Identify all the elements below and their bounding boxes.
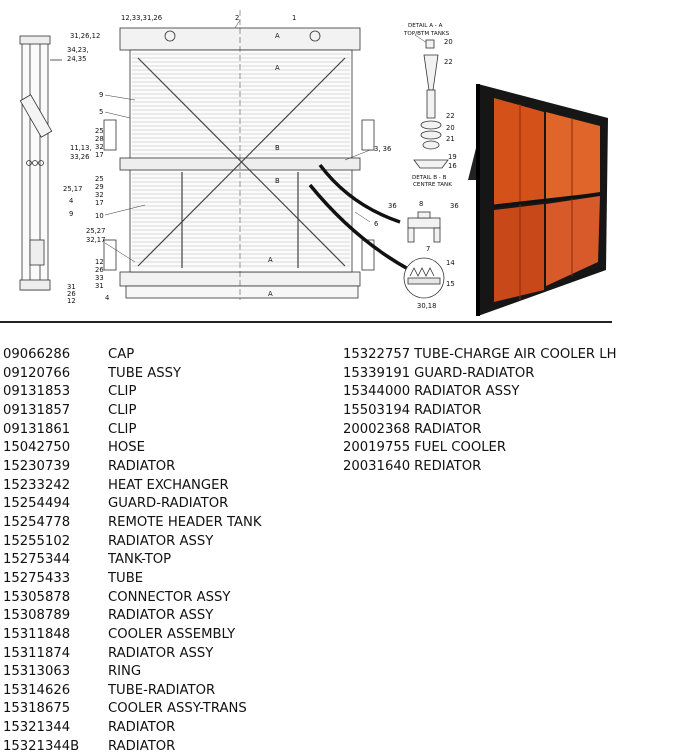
callout-core-left-6: 25 (95, 175, 104, 183)
part-row (3, 738, 333, 756)
callout-detail-a-8: 16 (448, 162, 457, 170)
bracket-detail (408, 212, 440, 242)
section-marker-1: A (275, 64, 280, 72)
callout-left-side-4: 9 (69, 210, 74, 218)
callout-core-left-7: 29 (95, 183, 104, 191)
part-description: TUBE-CHARGE AIR COOLER LH (414, 347, 617, 362)
callout-side-top-2: 24,35 (67, 55, 87, 63)
part-description: RADIATOR (108, 720, 176, 736)
part-number: 15503194 (343, 402, 411, 418)
part-number: 20019755 (343, 440, 411, 456)
part-description: RING (108, 664, 142, 680)
callout-side-bottom-2: 12 (67, 297, 76, 305)
part-number: 15275344 (3, 552, 71, 568)
part-row (3, 346, 333, 365)
part-row (343, 346, 643, 365)
callout-main-top-1: 2 (235, 14, 240, 22)
part-number: 15322757 (343, 347, 411, 362)
part-number: 15254494 (3, 496, 71, 512)
part-description: RADIATOR ASSY (108, 645, 214, 661)
callout-core-left-3: 28 (95, 135, 104, 143)
part-row (3, 421, 333, 440)
part-row (3, 439, 333, 458)
callout-bracket-2: 36 (450, 202, 459, 210)
detail-a-cap-assembly (414, 40, 448, 168)
part-description: TANK-TOP (108, 552, 172, 568)
part-description: COOLER ASSY-TRANS (108, 701, 247, 717)
section-marker-0: A (275, 32, 280, 40)
part-row (3, 402, 333, 421)
section-divider (0, 321, 612, 323)
part-row (343, 402, 643, 421)
part-description: RADIATOR (414, 402, 482, 418)
callout-core-left-1: 5 (99, 108, 104, 116)
part-description: CLIP (108, 384, 137, 400)
callout-left-side-3: 4 (69, 197, 74, 205)
part-description: GUARD-RADIATOR (108, 496, 229, 512)
part-number: 15230739 (3, 458, 71, 474)
callout-core-left-10: 10 (95, 212, 104, 220)
part-row (3, 383, 333, 402)
callout-core-left-11: 25,27 (86, 227, 106, 235)
part-row (343, 458, 643, 477)
part-number: 15254778 (3, 514, 71, 530)
parts-list-right (343, 346, 643, 477)
part-row (3, 365, 333, 384)
part-row (3, 645, 333, 664)
part-row (3, 626, 333, 645)
part-number: 15042750 (3, 440, 71, 456)
callout-core-left-17: 4 (105, 294, 110, 302)
callout-core-left-4: 32 (95, 143, 104, 151)
part-number: 15321344B (3, 738, 80, 754)
part-number: 20031640 (343, 458, 411, 474)
section-marker-3: B (275, 177, 280, 185)
callout-core-left-14: 26 (95, 266, 104, 274)
callout-detail-a-5: 20 (446, 124, 455, 132)
section-marker-5: A (268, 290, 273, 298)
callout-core-right-0: 3, 36 (374, 145, 392, 153)
part-row (3, 700, 333, 719)
callout-main-top-0: 12,33,31,26 (121, 14, 163, 22)
part-description: TUBE ASSY (108, 365, 182, 381)
part-number: 15339191 (343, 365, 411, 381)
callout-core-left-0: 9 (99, 91, 104, 99)
callout-circle-0: 14 (446, 259, 455, 267)
callout-bracket-1: 8 (419, 200, 424, 208)
callout-bracket-3: 7 (426, 245, 431, 253)
part-description: CLIP (108, 402, 137, 418)
part-row (343, 365, 643, 384)
callout-side-bottom-1: 26 (67, 290, 76, 298)
part-row (3, 570, 333, 589)
part-row (3, 477, 333, 496)
callout-side-top-0: 31,26,12 (70, 32, 101, 40)
callout-circle-1: 15 (446, 280, 455, 288)
part-number: 15311874 (3, 645, 71, 661)
callout-detail-a-7: 19 (448, 153, 457, 161)
part-number: 15233242 (3, 477, 71, 493)
callout-left-side-1: 33,26 (70, 153, 90, 161)
part-row (3, 458, 333, 477)
callout-core-left-5: 17 (95, 151, 104, 159)
part-description: RADIATOR ASSY (108, 608, 214, 624)
part-description: HOSE (108, 440, 145, 456)
part-number: 15318675 (3, 701, 71, 717)
part-description: RADIATOR (414, 421, 482, 437)
callout-bracket-0: 36 (388, 202, 397, 210)
part-description: CONNECTOR ASSY (108, 589, 231, 605)
part-row (3, 719, 333, 738)
part-description: FUEL COOLER (414, 440, 507, 456)
callout-core-left-12: 32,17 (86, 236, 106, 244)
radiator-photo (468, 84, 608, 316)
part-description: REDIATOR (414, 458, 482, 474)
part-description: CLIP (108, 421, 137, 437)
part-description: RADIATOR ASSY (108, 533, 214, 549)
part-number: 15305878 (3, 589, 71, 605)
part-number: 15321344 (3, 720, 71, 736)
callout-core-right-1: 6 (374, 220, 379, 228)
callout-core-left-9: 17 (95, 199, 104, 207)
callout-left-side-2: 25,17 (63, 185, 83, 193)
callout-detail-a-3: 22 (444, 58, 453, 66)
part-number: 15255102 (3, 533, 71, 549)
part-row (3, 607, 333, 626)
callout-side-top-1: 34,23, (67, 46, 89, 54)
callout-main-top-2: 1 (292, 14, 297, 22)
part-description: RADIATOR (108, 738, 176, 754)
part-row (343, 383, 643, 402)
part-description: HEAT EXCHANGER (108, 477, 229, 493)
part-row (3, 514, 333, 533)
part-row (3, 551, 333, 570)
detail-a-subtitle: TOP/BTM TANKS (404, 31, 450, 37)
parts-list-left (3, 346, 333, 756)
part-number: 09131857 (3, 402, 71, 418)
part-number: 09120766 (3, 365, 71, 381)
part-number: 15344000 (343, 384, 411, 400)
part-row (3, 663, 333, 682)
part-description: TUBE-RADIATOR (108, 682, 216, 698)
part-description: COOLER ASSEMBLY (108, 626, 236, 642)
side-profile-view (20, 36, 62, 290)
part-number: 15275433 (3, 570, 71, 586)
part-row (343, 421, 643, 440)
radiator-exploded-drawing (0, 0, 700, 322)
detail-a-title: DETAIL A - A (408, 23, 443, 29)
part-description: RADIATOR ASSY (414, 384, 520, 400)
part-number: 09066286 (3, 347, 71, 362)
callout-core-left-13: 12 (95, 258, 104, 266)
part-number: 15308789 (3, 608, 71, 624)
part-number: 09131853 (3, 384, 71, 400)
part-number: 15313063 (3, 664, 71, 680)
callout-detail-a-6: 21 (446, 135, 455, 143)
circle-detail (404, 258, 444, 298)
callout-detail-a-4: 22 (446, 112, 455, 120)
part-description: TUBE (108, 570, 144, 586)
part-description: RADIATOR (108, 458, 176, 474)
part-description: GUARD-RADIATOR (414, 365, 535, 381)
callout-circle-2: 30,18 (417, 302, 437, 310)
section-marker-4: A (268, 256, 273, 264)
callout-core-left-8: 32 (95, 191, 104, 199)
part-row (3, 533, 333, 552)
callout-core-left-15: 33 (95, 274, 104, 282)
callout-left-side-0: 11,13, (70, 144, 92, 152)
part-row (3, 682, 333, 701)
part-row (3, 495, 333, 514)
part-number: 15311848 (3, 626, 71, 642)
part-number: 15314626 (3, 682, 71, 698)
part-description: CAP (108, 347, 135, 362)
callout-core-left-2: 25 (95, 127, 104, 135)
callout-side-bottom-0: 31 (67, 283, 76, 291)
radiator-front-view (104, 10, 374, 300)
part-description: REMOTE HEADER TANK (108, 514, 262, 530)
callout-detail-a-2: 20 (444, 38, 453, 46)
callout-core-left-16: 31 (95, 282, 104, 290)
part-number: 09131861 (3, 421, 71, 437)
part-row (343, 439, 643, 458)
part-row (3, 589, 333, 608)
part-number: 20002368 (343, 421, 411, 437)
detail-b-subtitle: CENTRE TANK (413, 182, 452, 188)
section-marker-2: B (275, 144, 280, 152)
detail-b-title: DETAIL B - B (412, 175, 447, 181)
